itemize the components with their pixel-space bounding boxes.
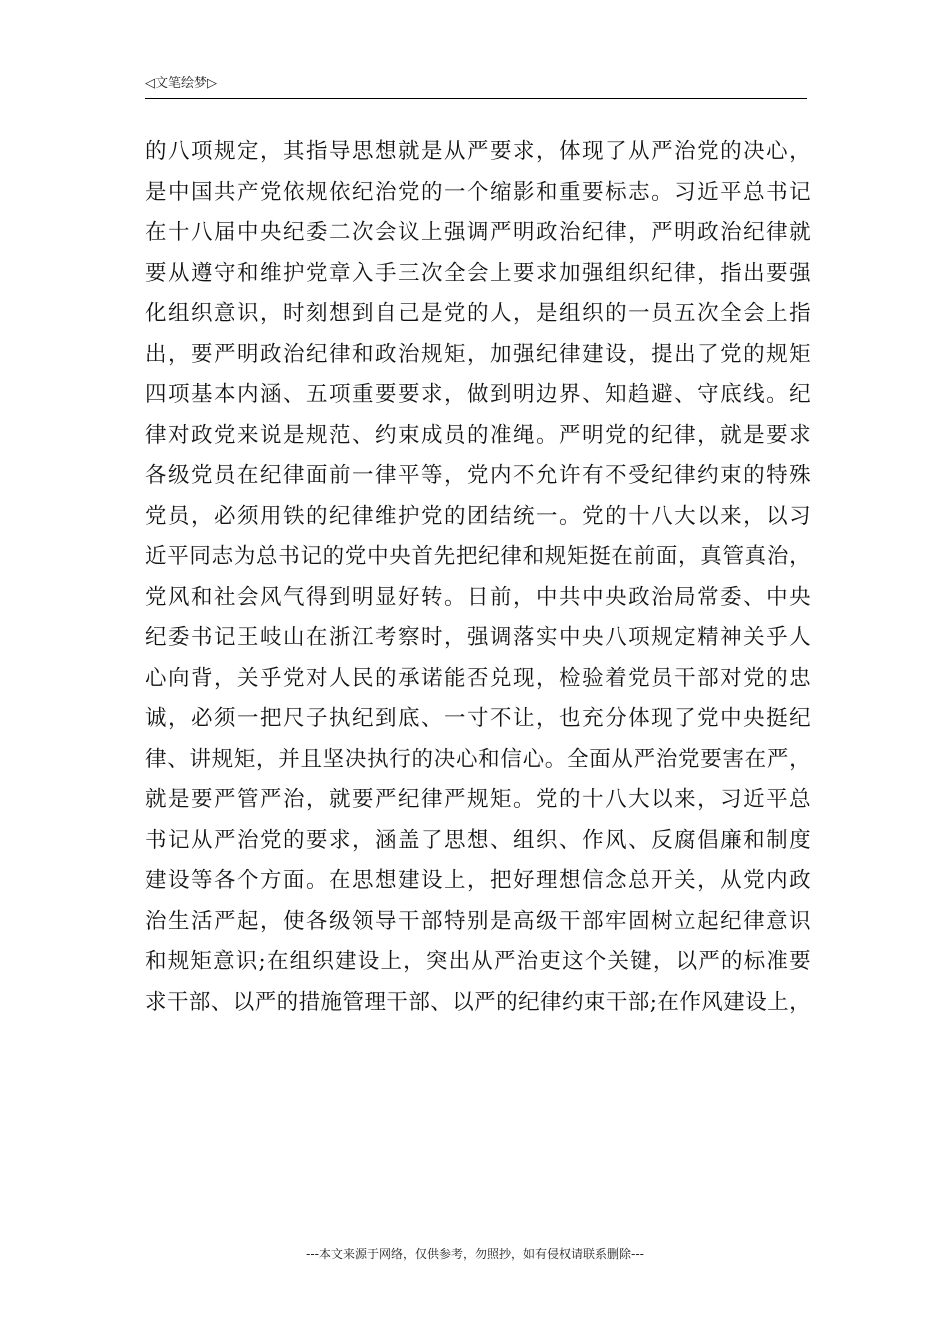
body-line: 和规矩意识;在组织建设上，突出从严治吏这个关键，以严的标准要 — [145, 949, 811, 974]
body-line: 纪委书记王岐山在浙江考察时，强调落实中央八项规定精神关乎人 — [145, 625, 811, 650]
body-line: 要从遵守和维护党章入手三次全会上要求加强组织纪律，指出要强 — [145, 260, 811, 286]
body-line: 的八项规定，其指导思想就是从严要求，体现了从严治党的决心， — [145, 139, 811, 164]
body-line: 党员，必须用铁的纪律维护党的团结统一。党的十八大以来，以习 — [145, 503, 811, 529]
page-header — [145, 74, 807, 99]
header-title: ◁文笔绘梦▷ — [145, 76, 217, 91]
body-line: 书记从严治党的要求，涵盖了思想、组织、作风、反腐倡廉和制度 — [145, 827, 811, 853]
body-line: 求干部、以严的措施管理干部、以严的纪律约束干部;在作风建设上， — [145, 989, 811, 1015]
body-line: 诚，必须一把尺子执纪到底、一寸不让，也充分体现了党中央挺纪 — [145, 706, 811, 731]
body-line: 就是要严管严治，就要严纪律严规矩。党的十八大以来，习近平总 — [145, 787, 811, 812]
footer-disclaimer: ---本文来源于网络，仅供参考，勿照抄，如有侵权请联系删除--- — [306, 1247, 644, 1261]
body-line: 近平同志为总书记的党中央首先把纪律和规矩挺在前面，真管真治， — [145, 544, 811, 569]
body-line: 出，要严明政治纪律和政治规矩，加强纪律建设，提出了党的规矩 — [145, 341, 811, 367]
body-line: 是中国共产党依规依纪治党的一个缩影和重要标志。习近平总书记 — [145, 179, 811, 205]
body-line: 四项基本内涵、五项重要要求，做到明边界、知趋避、守底线。纪 — [145, 382, 811, 407]
body-line: 治生活严起，使各级领导干部特别是高级干部牢固树立起纪律意识 — [145, 908, 811, 934]
body-line: 化组织意识，时刻想到自己是党的人，是组织的一员五次全会上指 — [145, 301, 811, 326]
body-line: 党风和社会风气得到明显好转。日前，中共中央政治局常委、中央 — [145, 584, 811, 610]
body-line: 律、讲规矩，并且坚决执行的决心和信心。全面从严治党要害在严， — [145, 746, 811, 772]
body-line: 心向背，关乎党对人民的承诺能否兑现，检验着党员干部对党的忠 — [145, 665, 811, 691]
body-line: 各级党员在纪律面前一律平等，党内不允许有不受纪律约束的特殊 — [145, 463, 811, 488]
body-line: 在十八届中央纪委二次会议上强调严明政治纪律，严明政治纪律就 — [145, 220, 811, 245]
document-body — [145, 132, 811, 1023]
body-line: 律对政党来说是规范、约束成员的准绳。严明党的纪律，就是要求 — [145, 422, 811, 448]
body-line: 建设等各个方面。在思想建设上，把好理想信念总开关，从党内政 — [145, 868, 811, 893]
